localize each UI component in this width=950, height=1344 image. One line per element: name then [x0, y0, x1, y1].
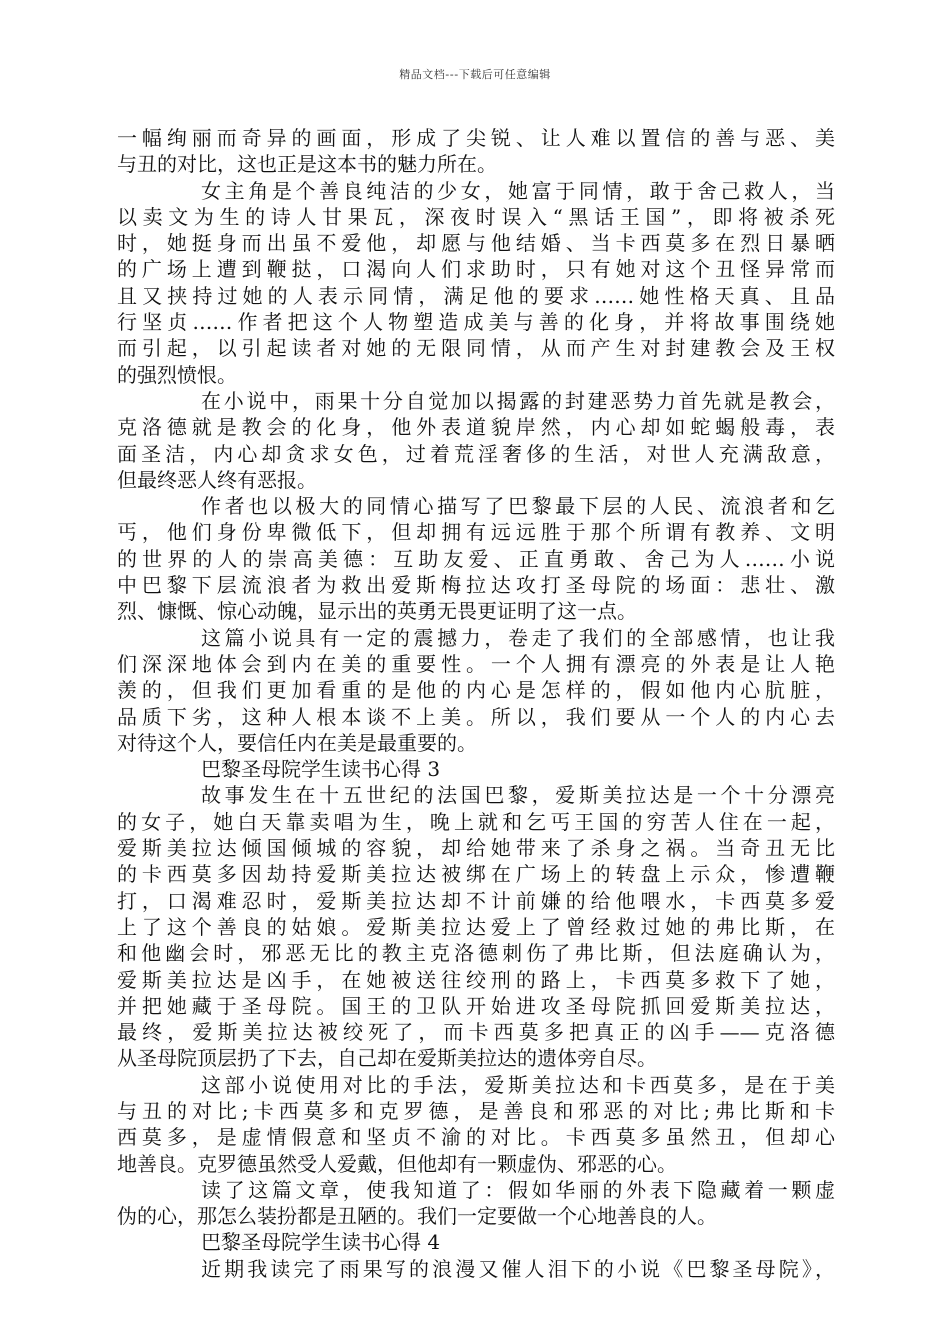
text-line: 最终，爱斯美拉达被绞死了，而卡西莫多把真正的凶手——克洛德: [117, 1020, 835, 1045]
text-line: 与丑的对比，这也正是这本书的魅力所在。: [117, 152, 497, 177]
text-line: 地善良。克罗德虽然受人爱戴，但他却有一颗虚伪、邪恶的心。: [117, 1151, 677, 1176]
text-line: 的广场上遭到鞭挞，口渴向人们求助时，只有她对这个丑怪异常而: [117, 257, 835, 282]
text-line: 品质下劣，这种人根本谈不上美。所以，我们要从一个人的内心去: [117, 704, 835, 729]
text-line: 故事发生在十五世纪的法国巴黎，爱斯美拉达是一个十分漂亮: [201, 783, 835, 808]
text-line: 打，口渴难忍时，爱斯美拉达却不计前嫌的给他喂水，卡西莫多爱: [117, 888, 835, 913]
text-line: 爱斯美拉达倾国倾城的容貌，却给她带来了杀身之祸。当奇丑无比: [117, 836, 835, 861]
text-line: 面圣洁，内心却贪求女色，过着荒淫奢侈的生活，对世人充满敌意，: [117, 441, 835, 466]
text-line: 在小说中，雨果十分自觉加以揭露的封建恶势力首先就是教会，: [201, 388, 835, 413]
text-line: 且又挟持过她的人表示同情，满足他的要求……她性格天真、且品: [117, 283, 835, 308]
text-line: 一幅绚丽而奇异的画面，形成了尖锐、让人难以置信的善与恶、美: [117, 126, 835, 150]
text-line: 而引起，以引起读者对她的无限同情，从而产生对封建教会及王权: [117, 336, 835, 361]
text-line: 女主角是个善良纯洁的少女，她富于同情，敢于舍己救人，当: [201, 178, 835, 203]
text-line: 烈、慷慨、惊心动魄，显示出的英勇无畏更证明了这一点。: [117, 599, 637, 624]
text-line: 中巴黎下层流浪者为救出爱斯梅拉达攻打圣母院的场面：悲壮、激: [117, 573, 835, 598]
text-line: 读了这篇文章，使我知道了：假如华丽的外表下隐藏着一颗虚: [201, 1177, 835, 1202]
text-line: 巴黎圣母院学生读书心得 3: [201, 757, 441, 782]
text-line: 并把她藏于圣母院。国王的卫队开始进攻圣母院抓回爱斯美拉达，: [117, 993, 835, 1018]
text-line: 但最终恶人终有恶报。: [117, 467, 317, 492]
text-line: 羡的，但我们更加看重的是他的内心是怎样的，假如他内心肮脏，: [117, 678, 835, 703]
page-header: 精品文档---下载后可任意编辑: [399, 68, 551, 81]
document-body: [117, 125, 835, 1282]
text-line: 的世界的人的崇高美德：互助友爱、正直勇敢、舍己为人……小说: [117, 546, 835, 571]
text-line: 近期我读完了雨果写的浪漫又催人泪下的小说《巴黎圣母院》，: [201, 1256, 835, 1281]
text-line: 以卖文为生的诗人甘果瓦，深夜时误入“黑话王国”，即将被杀死: [117, 204, 835, 229]
text-line: 与丑的对比;卡西莫多和克罗德，是善良和邪恶的对比;弗比斯和卡: [117, 1098, 835, 1123]
text-line: 爱斯美拉达是凶手，在她被送往绞刑的路上，卡西莫多救下了她，: [117, 967, 835, 992]
text-line: 从圣母院顶层扔了下去，自己却在爱斯美拉达的遗体旁自尽。: [117, 1046, 657, 1071]
text-line: 对待这个人，要信任内在美是最重要的。: [117, 730, 477, 755]
text-line: 行坚贞……作者把这个人物塑造成美与善的化身，并将故事围绕她: [117, 310, 835, 335]
text-line: 的强烈愤恨。: [117, 362, 237, 387]
text-line: 的卡西莫多因劫持爱斯美拉达被绑在广场上的转盘上示众，惨遭鞭: [117, 862, 835, 887]
text-line: 作者也以极大的同情心描写了巴黎最下层的人民、流浪者和乞: [201, 494, 835, 519]
text-line: 丐，他们身份卑微低下，但却拥有远远胜于那个所谓有教养、文明: [117, 520, 835, 545]
text-line: 和他幽会时，邪恶无比的教主克洛德刺伤了弗比斯，但法庭确认为，: [117, 941, 835, 966]
text-line: 们深深地体会到内在美的重要性。一个人拥有漂亮的外表是让人艳: [117, 651, 835, 676]
text-line: 上了这个善良的姑娘。爱斯美拉达爱上了曾经救过她的弗比斯，在: [117, 914, 835, 939]
text-line: 巴黎圣母院学生读书心得 4: [201, 1230, 441, 1255]
text-line: 时，她挺身而出虽不爱他，却愿与他结婚、当卡西莫多在烈日暴晒: [117, 231, 835, 256]
text-line: 的女子，她白天靠卖唱为生，晚上就和乞丐王国的穷苦人住在一起，: [117, 809, 835, 834]
text-line: 这篇小说具有一定的震撼力，卷走了我们的全部感情，也让我: [201, 625, 835, 650]
text-line: 克洛德就是教会的化身，他外表道貌岸然，内心却如蛇蝎般毒，表: [117, 415, 835, 440]
text-line: 伪的心，那怎么装扮都是丑陋的。我们一定要做一个心地善良的人。: [117, 1204, 717, 1229]
text-line: 这部小说使用对比的手法，爱斯美拉达和卡西莫多，是在于美: [201, 1072, 835, 1097]
text-line: 西莫多，是虚情假意和坚贞不渝的对比。卡西莫多虽然丑，但却心: [117, 1125, 835, 1150]
